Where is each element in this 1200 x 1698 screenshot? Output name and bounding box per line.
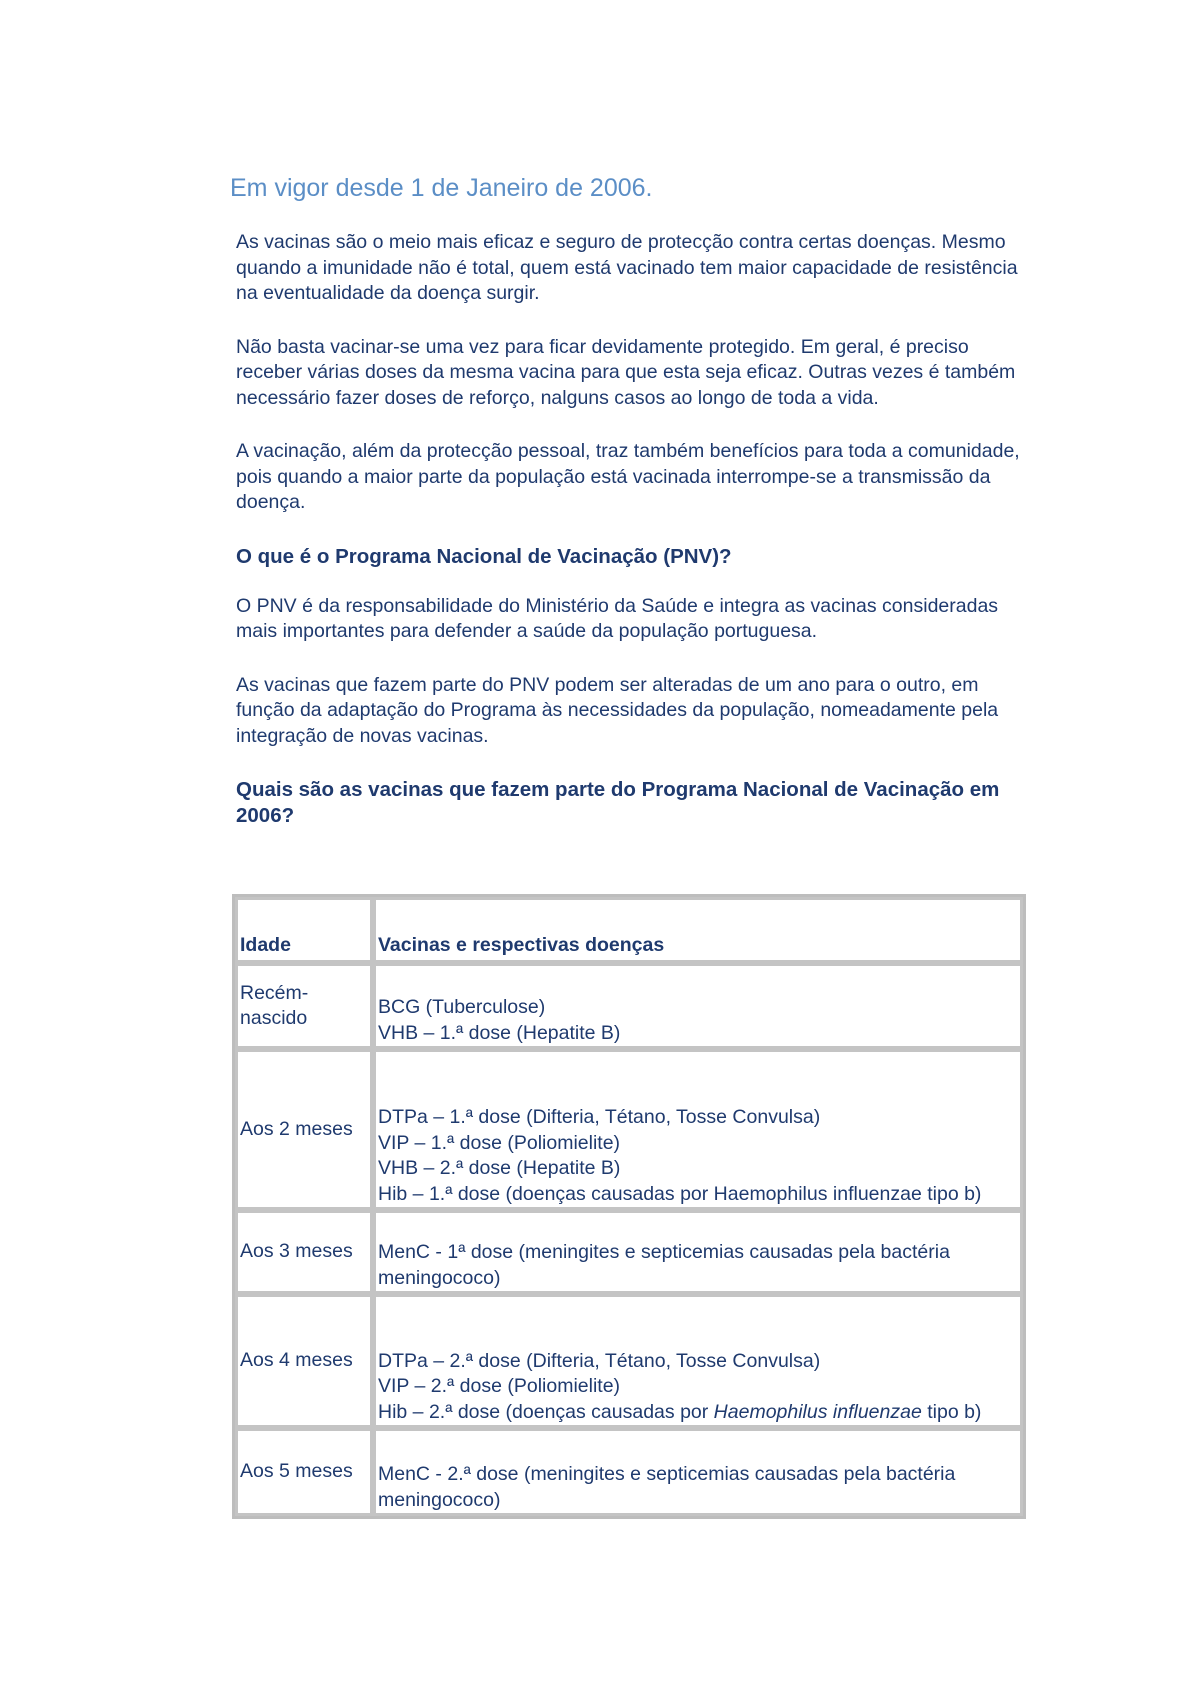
intro-paragraph: Não basta vacinar-se uma vez para ficar devidamente protegido. Em geral, é preciso receber várias doses da mesma vacina para que esta seja eficaz. Outras vezes é também necessário fazer doses de reforço, nalguns casos ao longo de toda a vida.	[236, 335, 1016, 409]
intro-paragraph: A vacinação, além da protecção pessoal, traz também benefícios para toda a comunidade, pois quando a maior parte da população está vacinada interrompe-se a transmissão da doença.	[236, 440, 1020, 513]
vaccine-line: BCG (Tuberculose)	[378, 996, 546, 1018]
table-row	[235, 1294, 1023, 1428]
age-cell: Aos 2 meses	[235, 1049, 373, 1210]
table-row	[235, 1210, 1023, 1294]
species-name: Haemophilus influenzae	[713, 1400, 922, 1423]
age-cell: Aos 4 meses	[235, 1294, 373, 1428]
table-header-vaccines: Vacinas e respectivas doenças	[373, 897, 1023, 963]
intro-content	[236, 230, 1026, 837]
vaccine-line: DTPa – 1.ª dose (Difteria, Tétano, Tosse Convulsa)	[378, 1106, 821, 1128]
vaccines-cell	[373, 1294, 1023, 1428]
age-cell: Aos 3 meses	[235, 1210, 373, 1294]
vaccines-cell	[373, 1428, 1023, 1516]
age-cell: Recém-nascido	[235, 963, 373, 1049]
vaccine-text: Hib – 2.ª dose (doenças causadas por	[378, 1400, 714, 1423]
vaccine-line: VIP – 2.ª dose (Poliomielite)	[378, 1375, 621, 1397]
section-heading-vaccines-2006: Quais são as vacinas que fazem parte do Programa Nacional de Vacinação em 2006?	[236, 778, 1000, 827]
table-header-row	[235, 897, 1023, 963]
page-title: Em vigor desde 1 de Janeiro de 2006.	[230, 174, 653, 202]
vaccine-line: MenC - 2.ª dose (meningites e septicemias causadas pela bactéria meningococo)	[378, 1463, 956, 1511]
vaccine-line: MenC - 1ª dose (meningites e septicemias causadas pela bactéria meningococo)	[378, 1241, 950, 1289]
pnv-paragraph: As vacinas que fazem parte do PNV podem ser alteradas de um ano para o outro, em função da adaptação do Programa às necessidades da população, nomeadamente pela integração de novas vacinas.	[236, 673, 999, 747]
vaccination-table	[232, 894, 1026, 1519]
vaccine-line: VHB – 1.ª dose (Hepatite B)	[378, 1021, 621, 1044]
section-heading-pnv: O que é o Programa Nacional de Vacinação (PNV)?	[236, 544, 732, 568]
pnv-paragraph: O PNV é da responsabilidade do Ministério da Saúde e integra as vacinas consideradas mais importantes para defender a saúde da população portuguesa.	[236, 594, 999, 642]
table-row	[235, 1049, 1023, 1210]
table-row	[235, 1428, 1023, 1516]
intro-paragraph: As vacinas são o meio mais eficaz e seguro de protecção contra certas doenças. Mesmo quando a imunidade não é total, quem está vacinado tem maior capacidade de resistência na eventualidade da doença surgir.	[236, 231, 1018, 304]
vaccine-line: Hib – 1.ª dose (doenças causadas por Haemophilus influenzae tipo b)	[378, 1182, 982, 1205]
vaccine-line: DTPa – 2.ª dose (Difteria, Tétano, Tosse Convulsa)	[378, 1349, 821, 1372]
vaccine-line	[378, 1400, 1018, 1426]
table-row	[235, 963, 1023, 1049]
vaccine-text: tipo b)	[921, 1400, 982, 1423]
vaccines-cell	[373, 963, 1023, 1049]
vaccines-cell	[373, 1049, 1023, 1210]
age-cell: Aos 5 meses	[235, 1428, 373, 1516]
vaccines-cell	[373, 1210, 1023, 1294]
table-header-age: Idade	[235, 897, 373, 963]
vaccine-line: VIP – 1.ª dose (Poliomielite)	[378, 1131, 621, 1154]
vaccine-line: VHB – 2.ª dose (Hepatite B)	[378, 1157, 621, 1179]
